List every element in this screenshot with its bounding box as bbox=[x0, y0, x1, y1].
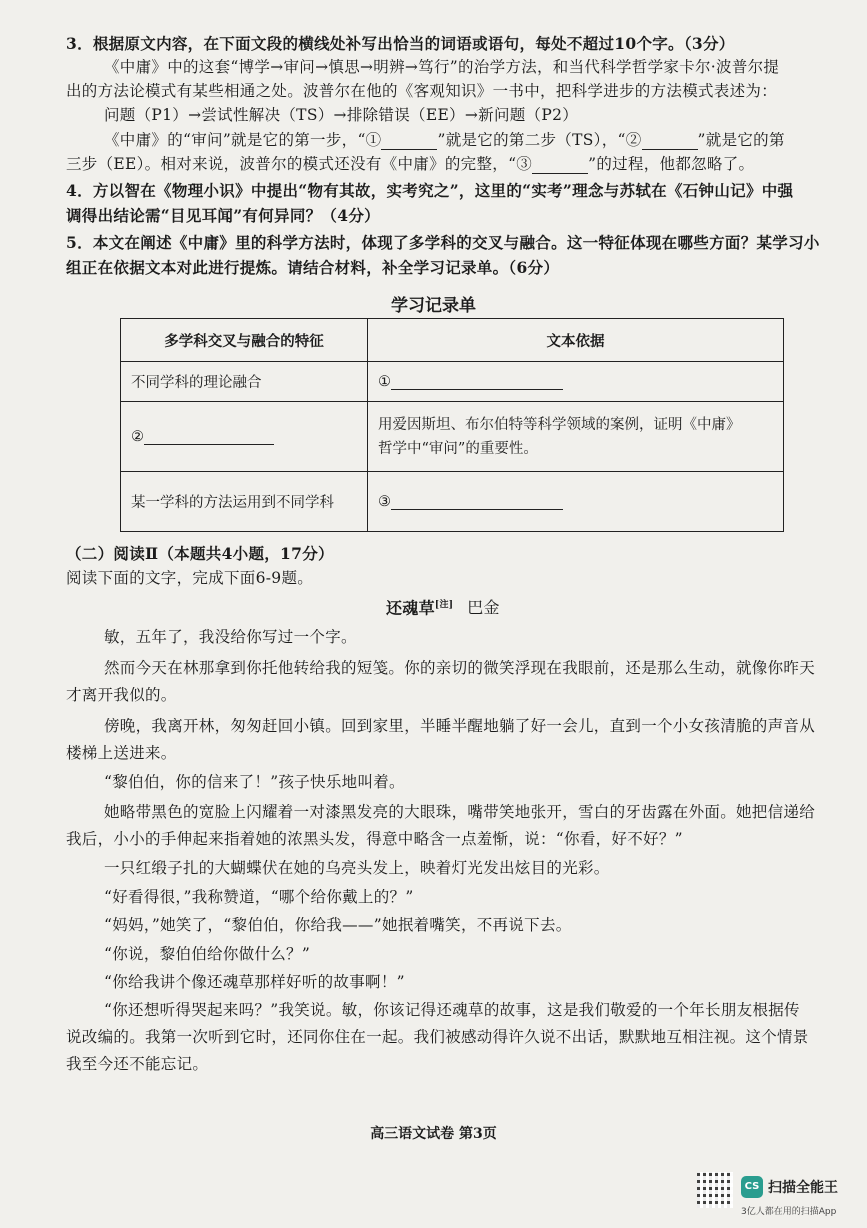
q3-formula: 问题（P1）→尝试性解决（TS）→排除错误（EE）→新问题（P2） bbox=[104, 106, 579, 124]
app-name: 扫描全能王 bbox=[768, 1180, 838, 1196]
paragraph: “黎伯伯，你的信来了！”孩子快乐地叫着。 bbox=[104, 773, 405, 791]
paragraph: 她略带黑色的宽脸上闪耀着一对漆黑发亮的大眼珠，嘴带笑地张开，雪白的牙齿露在外面。她把信递给 bbox=[104, 803, 816, 821]
answer-blank-table-1[interactable] bbox=[391, 389, 563, 390]
passage-title bbox=[386, 595, 500, 618]
record-sheet-title: 学习记录单 bbox=[391, 296, 476, 316]
section-heading: （二）阅读Ⅱ（本题共4小题，17分） bbox=[66, 544, 334, 563]
cell-feature: 某一学科的方法运用到不同学科 bbox=[121, 472, 368, 532]
camscanner-logo-icon: CS bbox=[741, 1176, 763, 1198]
paragraph-cont: 才离开我似的。 bbox=[66, 686, 177, 704]
answer-blank-table-2[interactable] bbox=[144, 444, 274, 445]
q5-prompt-cont: 组正在依据文本对此进行提炼。请结合材料，补全学习记录单。（6分） bbox=[66, 258, 560, 277]
evidence-text: 用爱因斯坦、布尔伯特等科学领域的案例，证明《中庸》 bbox=[378, 416, 741, 433]
blank-marker: ① bbox=[378, 373, 391, 390]
q3-fill-line bbox=[66, 154, 754, 174]
paragraph: “你还想听得哭起来吗？”我笑说。敏，你该记得还魂草的故事，这是我们敬爱的一个年长朋友根据传 bbox=[104, 1001, 800, 1019]
q3-text: ”就是它的第 bbox=[697, 131, 785, 149]
paragraph: 然而今天在林那拿到你托他转给我的短笺。你的亲切的微笑浮现在我眼前，还是那么生动，就像你昨天 bbox=[104, 659, 816, 677]
q3-fill-line bbox=[104, 130, 785, 150]
paragraph: 一只红缎子扎的大蝴蝶伏在她的乌亮头发上，映着灯光发出炫目的光彩。 bbox=[104, 859, 610, 877]
blank-marker: ③ bbox=[378, 493, 391, 510]
table-row bbox=[121, 362, 784, 402]
paragraph-cont: 我至今还不能忘记。 bbox=[66, 1055, 209, 1073]
paragraph: “你给我讲个像还魂草那样好听的故事啊！” bbox=[104, 973, 405, 991]
cell-evidence bbox=[368, 472, 784, 532]
q3-text: 《中庸》的“审问”就是它的第一步，“① bbox=[104, 131, 382, 149]
q3-text: ”的过程，他都忽略了。 bbox=[588, 155, 755, 173]
cell-evidence bbox=[368, 402, 784, 472]
blank-marker: ② bbox=[131, 428, 144, 445]
paragraph: “妈妈，”她笑了，“黎伯伯，你给我——”她抿着嘴笑，不再说下去。 bbox=[104, 916, 572, 934]
section-instruction: 阅读下面的文字，完成下面6-9题。 bbox=[66, 569, 314, 587]
q3-text-line: 《中庸》中的这套“博学→审问→慎思→明辨→笃行”的治学方法，和当代科学哲学家卡尔·波普尔提 bbox=[104, 58, 780, 76]
answer-blank-2[interactable] bbox=[642, 149, 698, 150]
title-text: 还魂草 bbox=[386, 598, 435, 618]
cell-evidence bbox=[368, 362, 784, 402]
scanner-watermark bbox=[697, 1168, 857, 1220]
paragraph: 敏，五年了，我没给你写过一个字。 bbox=[104, 628, 357, 646]
q4-prompt: 4．方以智在《物理小识》中提出“物有其故，实考究之”，这里的“实考”理念与苏轼在《石钟山记》中强 bbox=[66, 181, 794, 200]
paragraph: 傍晚，我离开林，匆匆赶回小镇。回到家里，半睡半醒地躺了好一会儿，直到一个小女孩清脆的声音从 bbox=[104, 717, 816, 735]
paragraph: “好看得很，”我称赞道，“哪个给你戴上的？” bbox=[104, 888, 414, 906]
evidence-text: 哲学中“审问”的重要性。 bbox=[378, 440, 538, 457]
footnote-marker: [注] bbox=[434, 600, 454, 610]
q4-prompt-cont: 调得出结论需“目见耳闻”有何异同？（4分） bbox=[66, 206, 380, 225]
author-name: 巴金 bbox=[467, 598, 500, 618]
q3-text: ”就是它的第二步（TS），“② bbox=[437, 131, 642, 149]
cell-feature bbox=[121, 402, 368, 472]
table-row bbox=[121, 472, 784, 532]
q3-text-line: 出的方法论模式有某些相通之处。波普尔在他的《客观知识》一书中，把科学进步的方法模式表述为： bbox=[66, 82, 778, 100]
col-header-feature: 多学科交叉与融合的特征 bbox=[121, 319, 368, 362]
paragraph: “你说，黎伯伯给你做什么？” bbox=[104, 945, 311, 963]
page-footer: 高三语文试卷 第3页 bbox=[370, 1126, 497, 1142]
q3-prompt: 3．根据原文内容，在下面文段的横线处补写出恰当的词语或语句，每处不超过10个字。（3分） bbox=[66, 34, 735, 53]
q3-text: 三步（EE）。相对来说，波普尔的模式还没有《中庸》的完整，“③ bbox=[66, 155, 533, 173]
answer-blank-1[interactable] bbox=[381, 149, 437, 150]
paragraph-cont: 楼梯上送进来。 bbox=[66, 744, 177, 762]
table-row bbox=[121, 402, 784, 472]
cell-feature: 不同学科的理论融合 bbox=[121, 362, 368, 402]
col-header-evidence: 文本依据 bbox=[368, 319, 784, 362]
answer-blank-table-3[interactable] bbox=[391, 509, 563, 510]
answer-blank-3[interactable] bbox=[532, 173, 588, 174]
paragraph-cont: 我后，小小的手伸起来指着她的浓黑头发，得意中略含一点羞惭，说：“你看，好不好？” bbox=[66, 830, 683, 848]
record-table bbox=[120, 318, 784, 532]
app-slogan: 3亿人都在用的扫描App bbox=[741, 1207, 837, 1217]
qr-code-pattern bbox=[697, 1172, 733, 1208]
q5-prompt: 5．本文在阐述《中庸》里的科学方法时，体现了多学科的交叉与融合。这一特征体现在哪些方面？某学习小 bbox=[66, 233, 820, 252]
paragraph-cont: 说改编的。我第一次听到它时，还同你住在一起。我们被感动得许久说不出话，默默地互相注视。这个情景 bbox=[66, 1028, 809, 1046]
